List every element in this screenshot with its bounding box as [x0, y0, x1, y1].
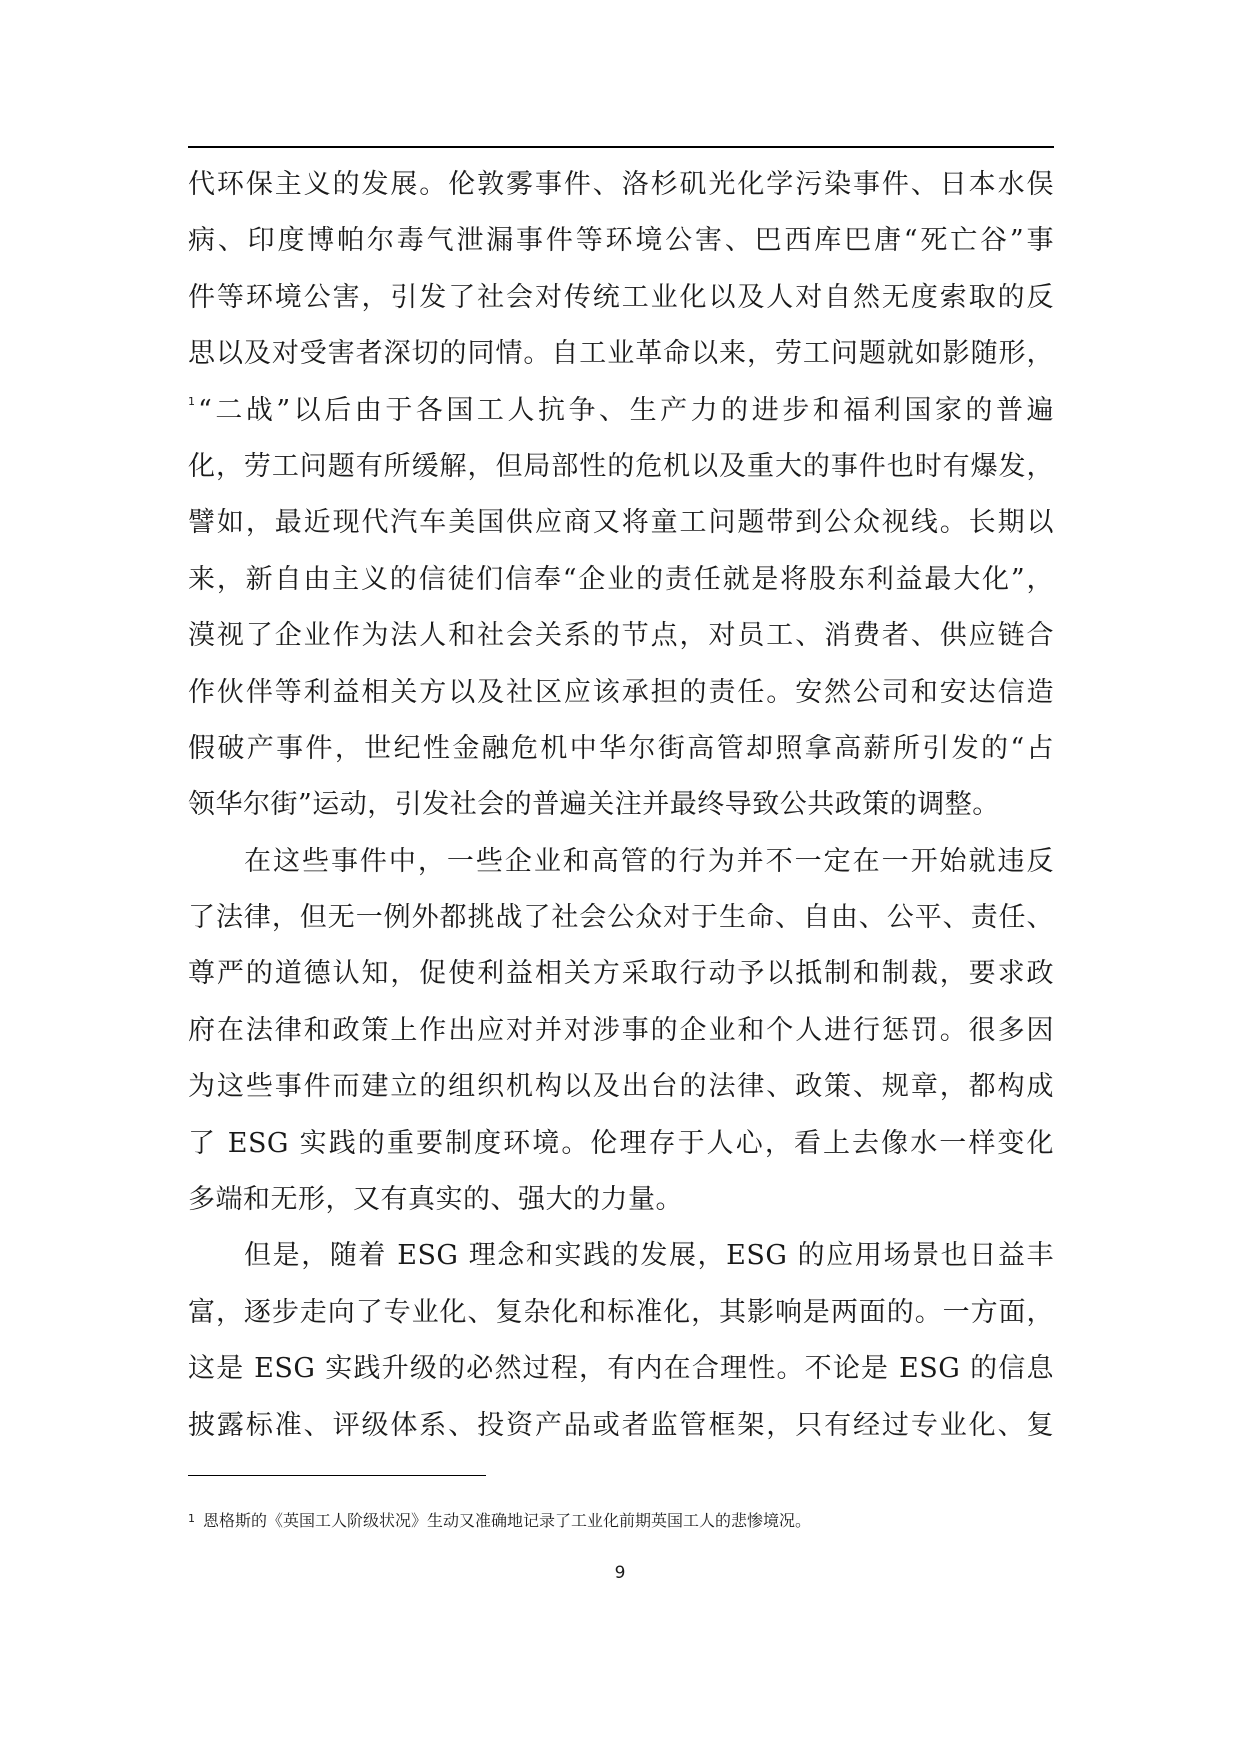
footnote-number: 1 — [188, 1512, 195, 1525]
paragraph-2-line-1: 在这些事件中，一些企业和高管的行为并不一定在一开始就违反 — [244, 845, 1054, 877]
paragraph-1-line-12: 领华尔街”运动，引发社会的普遍关注并最终导致公共政策的调整。 — [188, 789, 1000, 821]
paragraph-1-line-4: 思以及对受害者深切的同情。自工业革命以来，劳工问题就如影随形， — [188, 338, 1054, 370]
paragraph-3-line-1: 但是，随着 ESG 理念和实践的发展，ESG 的应用场景也日益丰 — [244, 1240, 1054, 1272]
header-rule — [188, 146, 1054, 148]
paragraph-2-line-2: 了法律，但无一例外都挑战了社会公众对于生命、自由、公平、责任、 — [188, 902, 1054, 934]
paragraph-2-line-6: 了 ESG 实践的重要制度环境。伦理存于人心，看上去像水一样变化 — [188, 1127, 1054, 1159]
body-text — [188, 157, 1054, 1454]
paragraph-1-line-10: 作伙伴等利益相关方以及社区应该承担的责任。安然公司和安达信造 — [188, 676, 1054, 708]
paragraph-2-line-5: 为这些事件而建立的组织机构以及出台的法律、政策、规章，都构成 — [188, 1071, 1054, 1103]
paragraph-2-line-4: 府在法律和政策上作出应对并对涉事的企业和个人进行惩罚。很多因 — [188, 1014, 1054, 1046]
paragraph-1-line-8: 来，新自由主义的信徒们信奉“企业的责任就是将股东利益最大化”， — [188, 563, 1054, 595]
paragraph-1-line-5-text: “二战”以后由于各国工人抗争、生产力的进步和福利国家的普遍 — [198, 394, 1054, 426]
paragraph-3-line-4: 披露标准、评级体系、投资产品或者监管框架，只有经过专业化、复 — [188, 1409, 1054, 1441]
paragraph-1-line-3: 件等环境公害，引发了社会对传统工业化以及人对自然无度索取的反 — [188, 281, 1054, 313]
paragraph-1-line-1: 代环保主义的发展。伦敦雾事件、洛杉矶光化学污染事件、日本水俣 — [188, 169, 1054, 200]
footnote-text: 恩格斯的《英国工人阶级状况》生动又准确地记录了工业化前期英国工人的悲惨境况。 — [203, 1511, 812, 1530]
paragraph-1-line-11: 假破产事件，世纪性金融危机中华尔街高管却照拿高薪所引发的“占 — [188, 732, 1054, 764]
paragraph-1-line-9: 漠视了企业作为法人和社会关系的节点，对员工、消费者、供应链合 — [188, 620, 1054, 652]
paragraph-1-line-6: 化，劳工问题有所缓解，但局部性的危机以及重大的事件也时有爆发， — [188, 450, 1054, 482]
paragraph-2-line-7: 多端和无形，又有真实的、强大的力量。 — [188, 1184, 683, 1216]
paragraph-3-line-3: 这是 ESG 实践升级的必然过程，有内在合理性。不论是 ESG 的信息 — [188, 1353, 1054, 1385]
paragraph-1-line-5: $^1$“二战”以后由于各国工人抗争、生产力的进步和福利国家的普遍 — [188, 394, 1054, 426]
page-number: 9 — [614, 1563, 626, 1583]
paragraph-2-line-3: 尊严的道德认知，促使利益相关方采取行动予以抵制和制裁，要求政 — [188, 958, 1054, 990]
paragraph-1-line-2: 病、印度博帕尔毒气泄漏事件等环境公害、巴西库巴唐“死亡谷”事 — [188, 225, 1054, 257]
paragraph-3-line-2: 富，逐步走向了专业化、复杂化和标准化，其影响是两面的。一方面， — [188, 1296, 1054, 1328]
paragraph-1-line-7: 譬如，最近现代汽车美国供应商又将童工问题带到公众视线。长期以 — [188, 507, 1054, 539]
footnote-separator — [188, 1475, 486, 1476]
footnote — [188, 1508, 1054, 1532]
